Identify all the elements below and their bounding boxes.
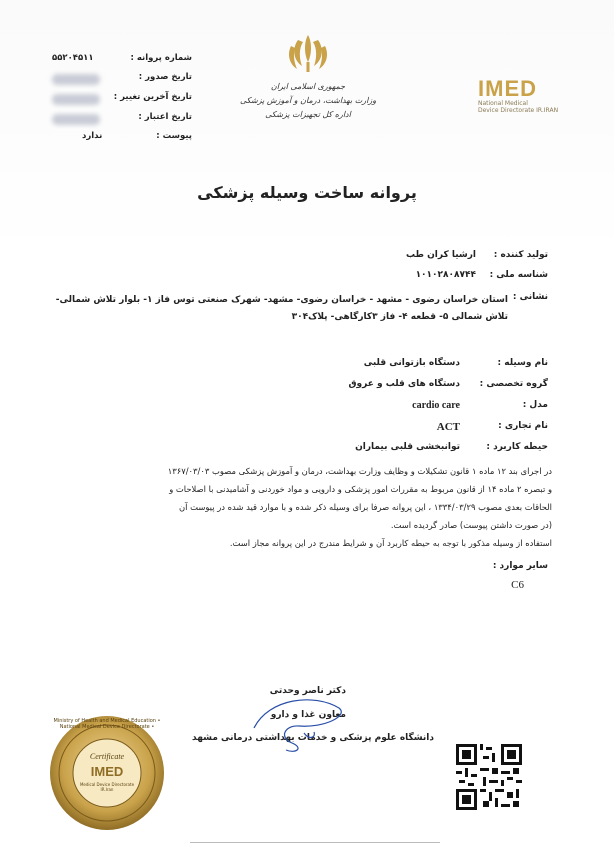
signatory-title: معاون غذا و دارو bbox=[270, 710, 346, 720]
imed-certificate-seal bbox=[48, 714, 166, 832]
body-line-2: و تبصره ۲ ماده ۱۴ از قانون مربوط به مقررات امور پزشکی و دارویی و مواد خوردنی و آشامیدنی با اصلاحات و bbox=[169, 484, 552, 494]
address-line-1: استان خراسان رضوی - مشهد - خراسان رضوی- مشهد- شهرک صنعتی توس فاز ۱- بلوار تلاش شمالی- bbox=[55, 295, 508, 305]
model-value: cardio care bbox=[412, 400, 460, 411]
manufacturer-value: ارشیا کران طب bbox=[405, 250, 476, 260]
attachment-row bbox=[52, 131, 192, 149]
trade-name-row bbox=[68, 421, 548, 437]
emblem-line-2: وزارت بهداشت، درمان و آموزش پزشکی bbox=[239, 96, 377, 105]
other-row bbox=[68, 561, 548, 577]
imed-logo-brand: IMED bbox=[478, 76, 537, 101]
other-label: سایر موارد : bbox=[492, 561, 548, 571]
body-line-5: استفاده از وسیله مذکور با توجه به حیطه کاربرد آن و شرایط مندرج در این پروانه مجاز است. bbox=[229, 538, 552, 548]
attachment-label: پیوست : bbox=[156, 131, 192, 141]
validity-label: تاریخ اعتبار : bbox=[138, 112, 192, 122]
body-line-1: در اجرای بند ۱۲ ماده ۱ قانون تشکیلات و وظایف وزارت بهداشت، درمان و آموزش پزشکی مصوب ۱۳۶۷/۰۳/۰۳ bbox=[167, 466, 552, 476]
issue-date-row bbox=[52, 72, 192, 90]
iran-emblem-icon bbox=[285, 32, 331, 74]
model-label: مدل : bbox=[522, 400, 548, 410]
imed-logo-sub1: National Medical bbox=[478, 100, 528, 107]
manufacturer-label: تولید کننده : bbox=[493, 250, 548, 260]
imed-logo-sub2: Device Directorate IR.IRAN bbox=[478, 107, 559, 114]
national-id-row bbox=[68, 270, 548, 286]
seal-certificate-label: Certificate bbox=[89, 752, 125, 761]
last-change-label: تاریخ آخرین تغییر : bbox=[113, 92, 192, 102]
validity-row bbox=[52, 112, 192, 130]
seal-sub-text: Medical Device Directorate IR.Iran bbox=[79, 782, 135, 792]
address-line-2: تلاش شمالی ۵- قطعه ۴- فاز ۳کارگاهی- پلاک۳۰۴ bbox=[291, 312, 508, 322]
model-row bbox=[68, 400, 548, 416]
address-row bbox=[48, 292, 548, 326]
device-name-value: دستگاه بازتوانی قلبی bbox=[363, 358, 460, 368]
attachment-value: ندارد bbox=[82, 131, 103, 141]
national-id-label: شناسه ملی : bbox=[489, 270, 548, 280]
seal-ring-text: Ministry of Health and Medical Education • National Medical Device Directorate • bbox=[53, 718, 161, 730]
last-change-row bbox=[52, 92, 192, 110]
footer-divider bbox=[190, 842, 440, 843]
emblem-line-3: اداره کل تجهیزات پزشکی bbox=[265, 110, 351, 119]
usage-row bbox=[68, 442, 548, 458]
imed-logo bbox=[478, 78, 564, 124]
license-number-value: ۵۵۲۰۴۵۱۱ bbox=[52, 53, 94, 63]
signatory-name: دکتر ناصر وحدتی bbox=[269, 686, 346, 696]
handwritten-signature bbox=[244, 688, 354, 758]
manufacturer-row bbox=[68, 250, 548, 266]
address-label: نشانی : bbox=[512, 292, 548, 302]
emblem-line-1: جمهوری اسلامی ایران bbox=[270, 82, 346, 91]
specialty-row bbox=[68, 379, 548, 395]
usage-label: حیطه کاربرد : bbox=[486, 442, 548, 452]
specialty-label: گروه تخصصی : bbox=[479, 379, 548, 389]
page-title: پروانه ساخت وسیله پزشکی bbox=[197, 183, 417, 202]
national-id-value: ۱۰۱۰۲۸۰۸۷۴۴ bbox=[415, 270, 476, 280]
redacted-value bbox=[52, 94, 100, 105]
body-line-3: الحاقات بعدی مصوب ۱۳۳۴/۰۳/۲۹ ، این پروانه صرفا برای وسیله ذکر شده و با موارد قید شده در پیوست آن bbox=[178, 502, 552, 512]
other-value: C6 bbox=[511, 579, 524, 591]
seal-brand: IMED bbox=[90, 764, 124, 779]
device-name-label: نام وسیله : bbox=[497, 358, 548, 368]
trade-name-label: نام تجاری : bbox=[498, 421, 548, 431]
issue-date-label: تاریخ صدور : bbox=[138, 72, 192, 82]
usage-value: توانبخشی قلبی بیماران bbox=[355, 442, 460, 452]
qr-code-icon bbox=[456, 744, 522, 810]
device-name-row bbox=[68, 358, 548, 374]
body-line-4: (در صورت داشتن پیوست) صادر گردیده است. bbox=[390, 520, 552, 530]
ministry-heading bbox=[230, 80, 386, 122]
license-number-label: شماره پروانه : bbox=[130, 53, 192, 63]
redacted-value bbox=[52, 74, 100, 85]
specialty-value: دستگاه های قلب و عروق bbox=[348, 379, 460, 389]
redacted-value bbox=[52, 114, 100, 125]
trade-name-value: ACT bbox=[436, 421, 460, 433]
signatory-university: دانشگاه علوم پزشکی و خدمات بهداشتی درمانی مشهد bbox=[192, 733, 434, 743]
legal-paragraph bbox=[52, 462, 552, 552]
license-number-row bbox=[52, 53, 192, 71]
